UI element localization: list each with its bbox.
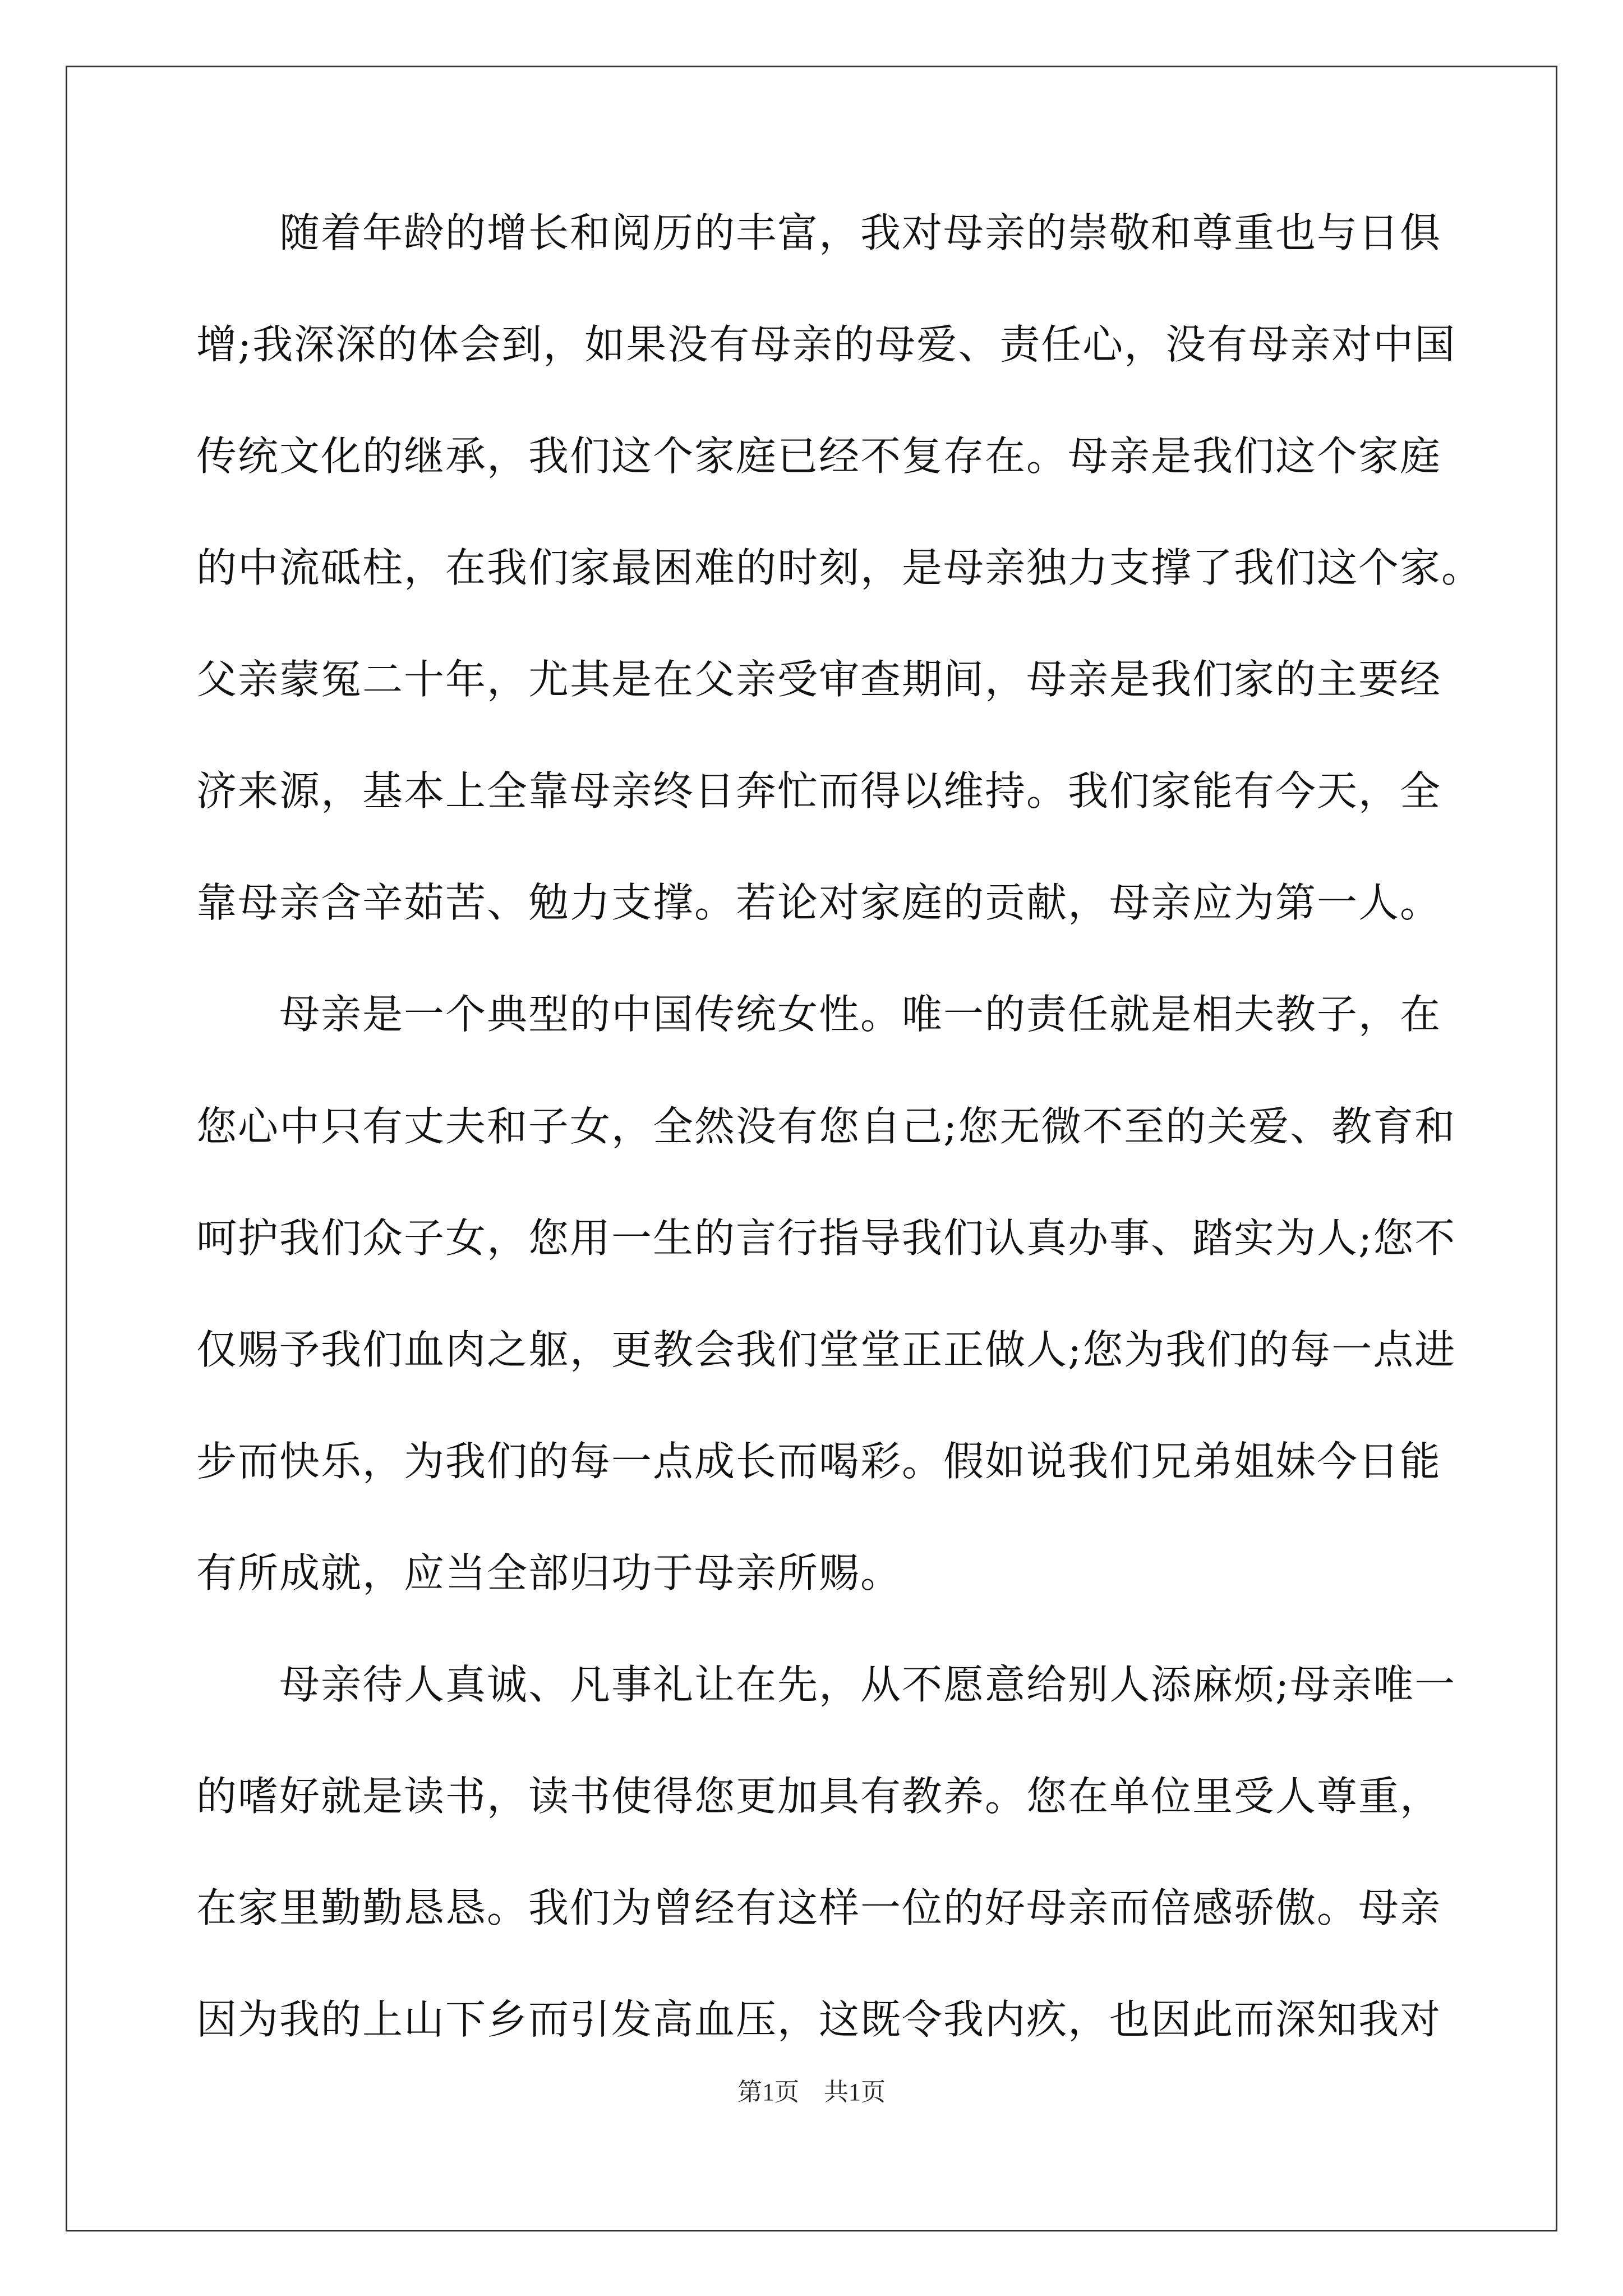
text-line-13: 有所成就，应当全部归功于母亲所赐。 <box>196 1549 902 1596</box>
text-line-5: 父亲蒙冤二十年，尤其是在父亲受审查期间，母亲是我们家的主要经 <box>196 656 1442 703</box>
text-line-17: 因为我的上山下乡而引发高血压，这既令我内疚，也因此而深知我对 <box>196 1996 1442 2043</box>
text-line-15: 的嗜好就是读书，读书使得您更加具有教养。您在单位里受人尊重， <box>196 1773 1442 1820</box>
text-line-8: 母亲是一个典型的中国传统女性。唯一的责任就是相夫教子，在 <box>196 991 1442 1038</box>
text-line-12: 步而快乐，为我们的每一点成长而喝彩。假如说我们兄弟姐妹今日能 <box>196 1438 1442 1485</box>
text-line-9: 您心中只有丈夫和子女，全然没有您自己;您无微不至的关爱、教育和 <box>196 1103 1456 1150</box>
text-line-1: 随着年龄的增长和阅历的丰富，我对母亲的崇敬和尊重也与日俱 <box>196 209 1442 256</box>
text-line-7: 靠母亲含辛茹苦、勉力支撑。若论对家庭的贡献，母亲应为第一人。 <box>196 879 1442 926</box>
page-footer: 第1页 共1页 <box>737 2078 886 2106</box>
text-line-11: 仅赐予我们血肉之躯，更教会我们堂堂正正做人;您为我们的每一点进 <box>196 1326 1456 1373</box>
text-line-6: 济来源，基本上全靠母亲终日奔忙而得以维持。我们家能有今天，全 <box>196 767 1442 815</box>
text-line-4: 的中流砥柱，在我们家最困难的时刻，是母亲独力支撑了我们这个家。 <box>196 544 1483 591</box>
text-line-14: 母亲待人真诚、凡事礼让在先，从不愿意给别人添麻烦;母亲唯一 <box>196 1661 1456 1708</box>
text-line-3: 传统文化的继承，我们这个家庭已经不复存在。母亲是我们这个家庭 <box>196 432 1442 480</box>
text-line-16: 在家里勤勤恳恳。我们为曾经有这样一位的好母亲而倍感骄傲。母亲 <box>196 1884 1442 1931</box>
text-line-2: 增;我深深的体会到，如果没有母亲的母爱、责任心，没有母亲对中国 <box>196 321 1456 368</box>
text-line-10: 呵护我们众子女，您用一生的言行指导我们认真办事、踏实为人;您不 <box>196 1214 1456 1262</box>
